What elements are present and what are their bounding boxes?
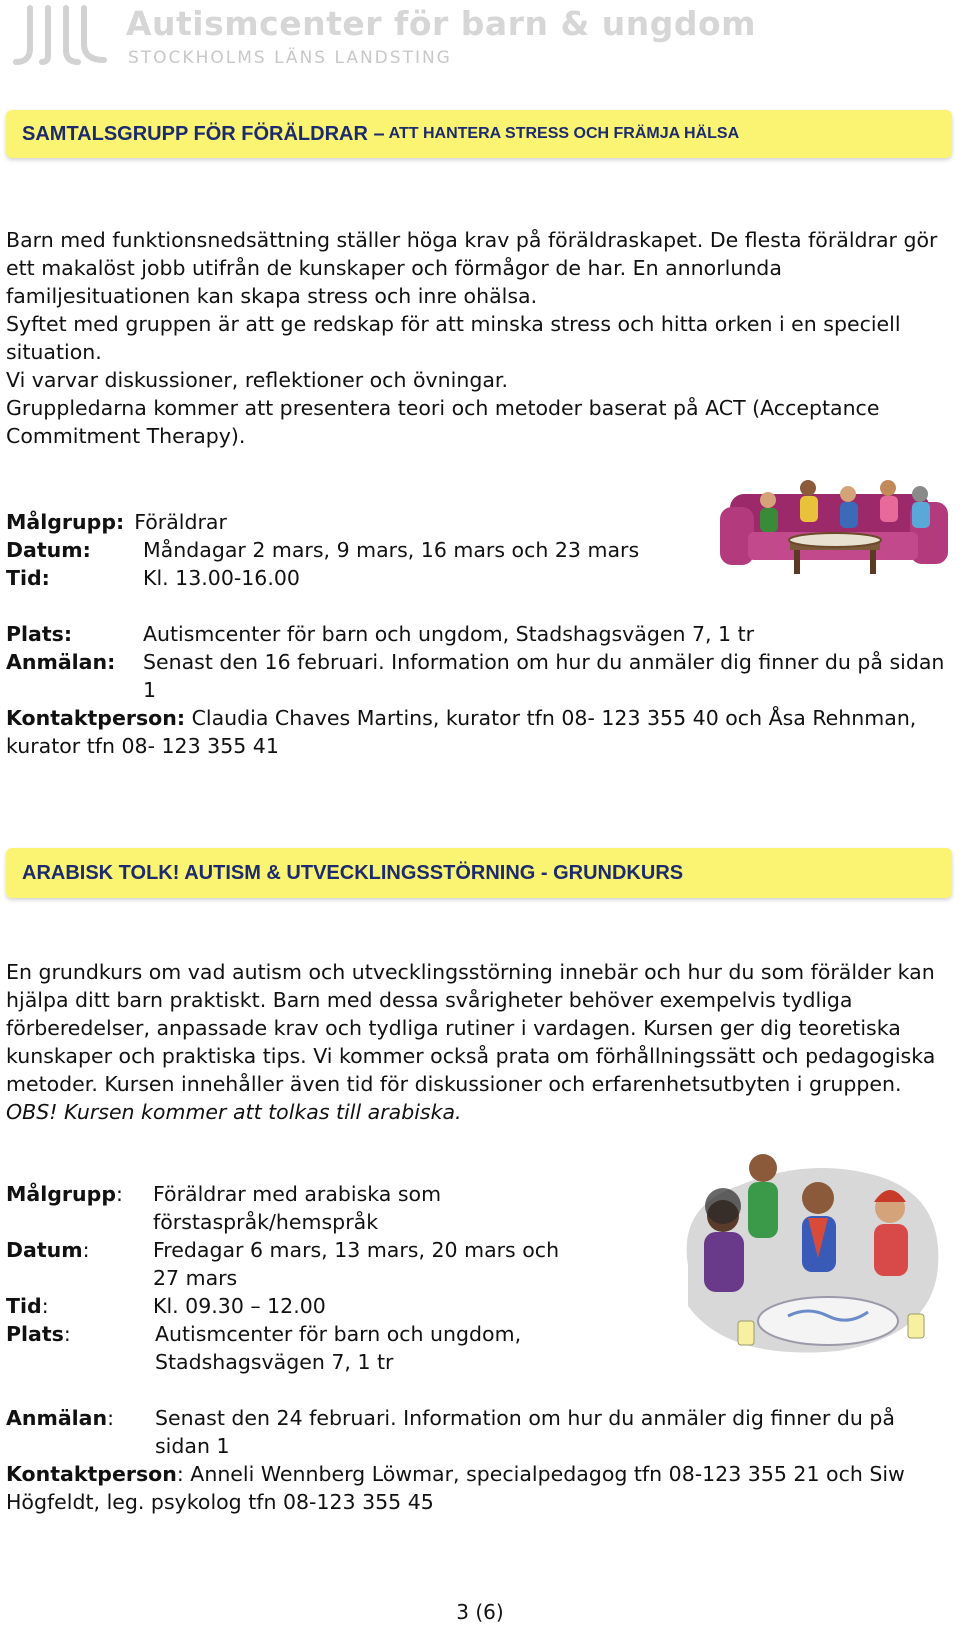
banner-subtitle: ATT HANTERA STRESS OCH FRÄMJA HÄLSA xyxy=(388,125,740,142)
contact-value: Claudia Chaves Martins, kurator tfn 08- 123 355 40 och Åsa Rehnman, kurator tfn 08- 123 355 41 xyxy=(6,706,917,758)
date-label-wrap xyxy=(6,1236,153,1292)
target-label-wrap xyxy=(6,1180,153,1236)
section-2-description xyxy=(6,958,952,1126)
signup-label: Anmälan xyxy=(6,1406,108,1430)
place-label: Plats xyxy=(6,1322,64,1346)
section-1-info xyxy=(6,508,646,592)
info-row-time xyxy=(6,1292,626,1320)
place-value: Autismcenter för barn och ungdom, Stadshagsvägen 7, 1 tr xyxy=(155,1322,522,1374)
description-paragraph: Barn med funktionsnedsättning ställer höga krav på föräldraskapet. De flesta föräldrar gör ett makalöst jobb utifrån de kunskaper och förmågor de har. En annorlunda familjesituationen kan skapa stress och inre ohälsa. xyxy=(6,228,938,308)
info-row-place xyxy=(6,1320,626,1376)
signup-value: Senast den 24 februari. Information om hur du anmäler dig finner du på sidan 1 xyxy=(155,1406,895,1458)
label-colon: : xyxy=(82,1238,90,1262)
section-1-description xyxy=(6,226,952,450)
time-value: Kl. 09.30 – 12.00 xyxy=(153,1294,326,1318)
label-colon: : xyxy=(63,1322,71,1346)
sofa-group-clipart xyxy=(720,472,950,582)
section-1-info-wide xyxy=(6,620,952,760)
info-row-signup xyxy=(6,648,952,704)
description-paragraph: En grundkurs om vad autism och utvecklingsstörning innebär och hur du som förälder kan hjälpa ditt barn praktiskt. Barn med dessa svårigheter behöver exempelvis tydliga förberedelser, anpassade krav och tydliga rutiner i vardagen. Kursen ger dig teoretiska kunskaper och praktiska tips. Vi kommer också prata om förhållningssätt och pedagogiska metoder. Kursen innehåller även tid för diskussioner och erfarenhetsutbyten i gruppen. xyxy=(6,960,936,1096)
section-2-info-wide xyxy=(6,1404,952,1516)
contact-label: Kontaktperson xyxy=(6,1462,177,1486)
description-paragraph: Syftet med gruppen är att ge redskap för att minska stress och hitta orken i en speciell situation. xyxy=(6,312,901,364)
info-row-target xyxy=(6,508,646,536)
time-label: Tid: xyxy=(6,566,50,590)
target-value: Föräldrar med arabiska som förstaspråk/hemspråk xyxy=(153,1182,442,1234)
time-label-wrap xyxy=(6,1292,153,1320)
page-number: 3 (6) xyxy=(456,1600,504,1624)
banner-title: SAMTALSGRUPP FÖR FÖRÄLDRAR – xyxy=(22,122,385,145)
info-row-place xyxy=(6,620,952,648)
label-colon: : xyxy=(107,1406,115,1430)
contact-value: Anneli Wennberg Löwmar, specialpedagog tfn 08-123 355 21 och Siw Högfeldt, leg. psykolog tfn 08-123 355 45 xyxy=(6,1462,905,1514)
discussion-group-clipart xyxy=(668,1146,953,1366)
banner-title: ARABISK TOLK! AUTISM & UTVECKLINGSSTÖRNING - GRUNDKURS xyxy=(22,861,684,884)
signup-label-wrap xyxy=(6,1404,155,1460)
section-2-banner xyxy=(6,848,952,898)
date-value: Fredagar 6 mars, 13 mars, 20 mars och 27 mars xyxy=(153,1238,560,1290)
time-value: Kl. 13.00-16.00 xyxy=(143,566,300,590)
target-label: Målgrupp xyxy=(6,1182,116,1206)
info-row-signup xyxy=(6,1404,952,1460)
date-label: Datum: xyxy=(6,538,91,562)
place-label: Plats: xyxy=(6,622,73,646)
target-label: Målgrupp: xyxy=(6,510,125,534)
target-value: Föräldrar xyxy=(134,510,227,534)
description-paragraph: Vi varvar diskussioner, reflektioner och övningar. xyxy=(6,368,508,392)
info-row-date xyxy=(6,1236,626,1292)
obs-note: OBS! Kursen kommer att tolkas till arabiska. xyxy=(6,1100,462,1124)
label-colon: : xyxy=(41,1294,49,1318)
info-row-date xyxy=(6,536,646,564)
label-colon: : xyxy=(176,1462,184,1486)
info-row-time xyxy=(6,564,646,592)
date-value: Måndagar 2 mars, 9 mars, 16 mars och 23 mars xyxy=(143,538,640,562)
info-row-contact xyxy=(6,704,952,760)
organization-subtitle: STOCKHOLMS LÄNS LANDSTING xyxy=(128,48,452,68)
organization-name: Autismcenter för barn & ungdom xyxy=(126,4,756,43)
autismcenter-logo xyxy=(8,4,120,66)
section-2-info xyxy=(6,1180,626,1376)
page-header xyxy=(8,0,948,72)
signup-value: Senast den 16 februari. Information om hur du anmäler dig finner du på sidan 1 xyxy=(143,650,945,702)
description-paragraph: Gruppledarna kommer att presentera teori och metoder baserat på ACT (Acceptance Commitment Therapy). xyxy=(6,396,880,448)
date-label: Datum xyxy=(6,1238,83,1262)
place-label-wrap xyxy=(6,1320,155,1376)
place-value: Autismcenter för barn och ungdom, Stadshagsvägen 7, 1 tr xyxy=(143,622,755,646)
label-colon: : xyxy=(116,1182,123,1206)
contact-label: Kontaktperson: xyxy=(6,706,186,730)
section-1-banner xyxy=(6,110,952,158)
signup-label: Anmälan: xyxy=(6,650,116,674)
time-label: Tid xyxy=(6,1294,42,1318)
info-row-contact xyxy=(6,1460,952,1516)
info-row-target xyxy=(6,1180,626,1236)
